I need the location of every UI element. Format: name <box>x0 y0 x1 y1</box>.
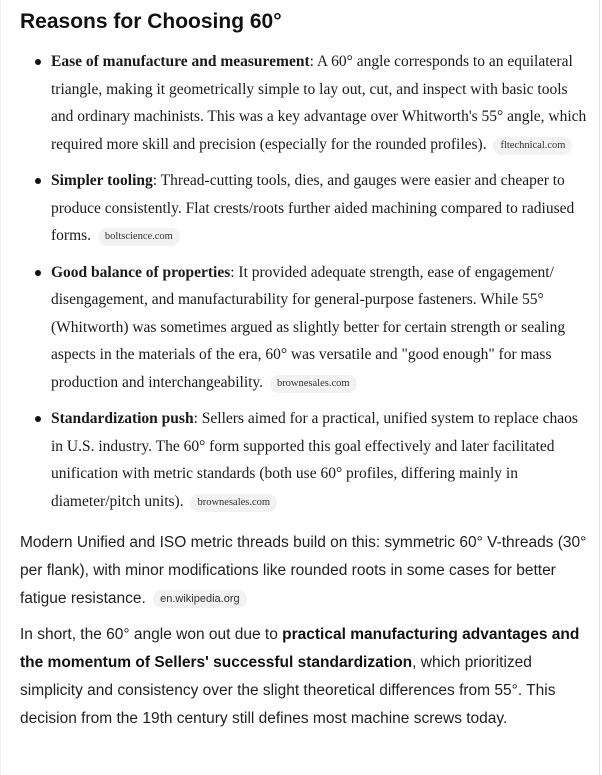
summary-paragraph <box>20 621 590 733</box>
source-chip[interactable]: boltscience.com <box>98 228 180 246</box>
reason-title: Standardization push <box>51 410 194 427</box>
reason-text: : Sellers aimed for a practical, unified system to replace chaos in U.S. industry. The 60° form supported this goal effectively and later facilitated unification with metric standards (both use 60° profiles, differing mainly in diameter/pitch units). <box>51 410 578 510</box>
reasons-list <box>20 48 590 515</box>
list-item <box>33 48 590 158</box>
summary-bold: practical manufacturing advantages and the momentum of Sellers' successful standardization <box>20 626 580 671</box>
section-heading: Reasons for Choosing 60° <box>20 10 282 33</box>
bullet-icon <box>35 416 41 422</box>
source-chip[interactable]: brownesales.com <box>190 494 277 512</box>
reason-text: : It provided adequate strength, ease of engagement/ disengagement, and manufacturability for general-purpose fasteners. While 55° (Whitworth) was sometimes argued as slightly better for certain strength or sealing aspects in the materials of the era, 60° was versatile and "good enough" for mass production and interchangeability. <box>51 263 566 391</box>
list-item <box>33 259 590 397</box>
response-content <box>20 8 590 741</box>
modern-threads-paragraph <box>20 529 590 613</box>
bullet-icon <box>35 270 41 276</box>
list-item <box>33 405 590 515</box>
reason-title: Simpler tooling <box>51 172 153 189</box>
reason-text: : A 60° angle corresponds to an equilateral triangle, making it geometrically simple to lay out, cut, and inspect with basic tools and ordinary machinists. This was a key advantage over Whitworth's 55° angle, which required more skill and precision (especially for the rounded profiles). <box>51 53 587 153</box>
reason-text: : Thread-cutting tools, dies, and gauges were easier and cheaper to produce consistently. Flat crests/roots further aided machining compared to radiused forms. <box>51 172 575 244</box>
reason-title: Good balance of properties <box>51 263 231 281</box>
list-item <box>33 167 590 250</box>
source-chip[interactable]: en.wikipedia.org <box>153 590 247 608</box>
paragraph-text: Modern Unified and ISO metric threads build on this: symmetric 60° V-threads (30° per flank), with minor modifications like rounded roots in some cases for better fatigue resistance. <box>20 534 587 607</box>
reason-title: Ease of manufacture and measurement <box>51 53 310 70</box>
source-chip[interactable]: brownesales.com <box>270 375 357 393</box>
bullet-icon <box>35 59 41 65</box>
source-chip[interactable]: fltechnical.com <box>493 137 572 155</box>
summary-tail: , which prioritized simplicity and consistency over the slight theoretical differences from 55°. This decision from the 19th century still defines most machine screws today. <box>20 654 556 727</box>
bullet-icon <box>35 178 41 184</box>
summary-lead: In short, the 60° angle won out due to <box>20 626 283 643</box>
